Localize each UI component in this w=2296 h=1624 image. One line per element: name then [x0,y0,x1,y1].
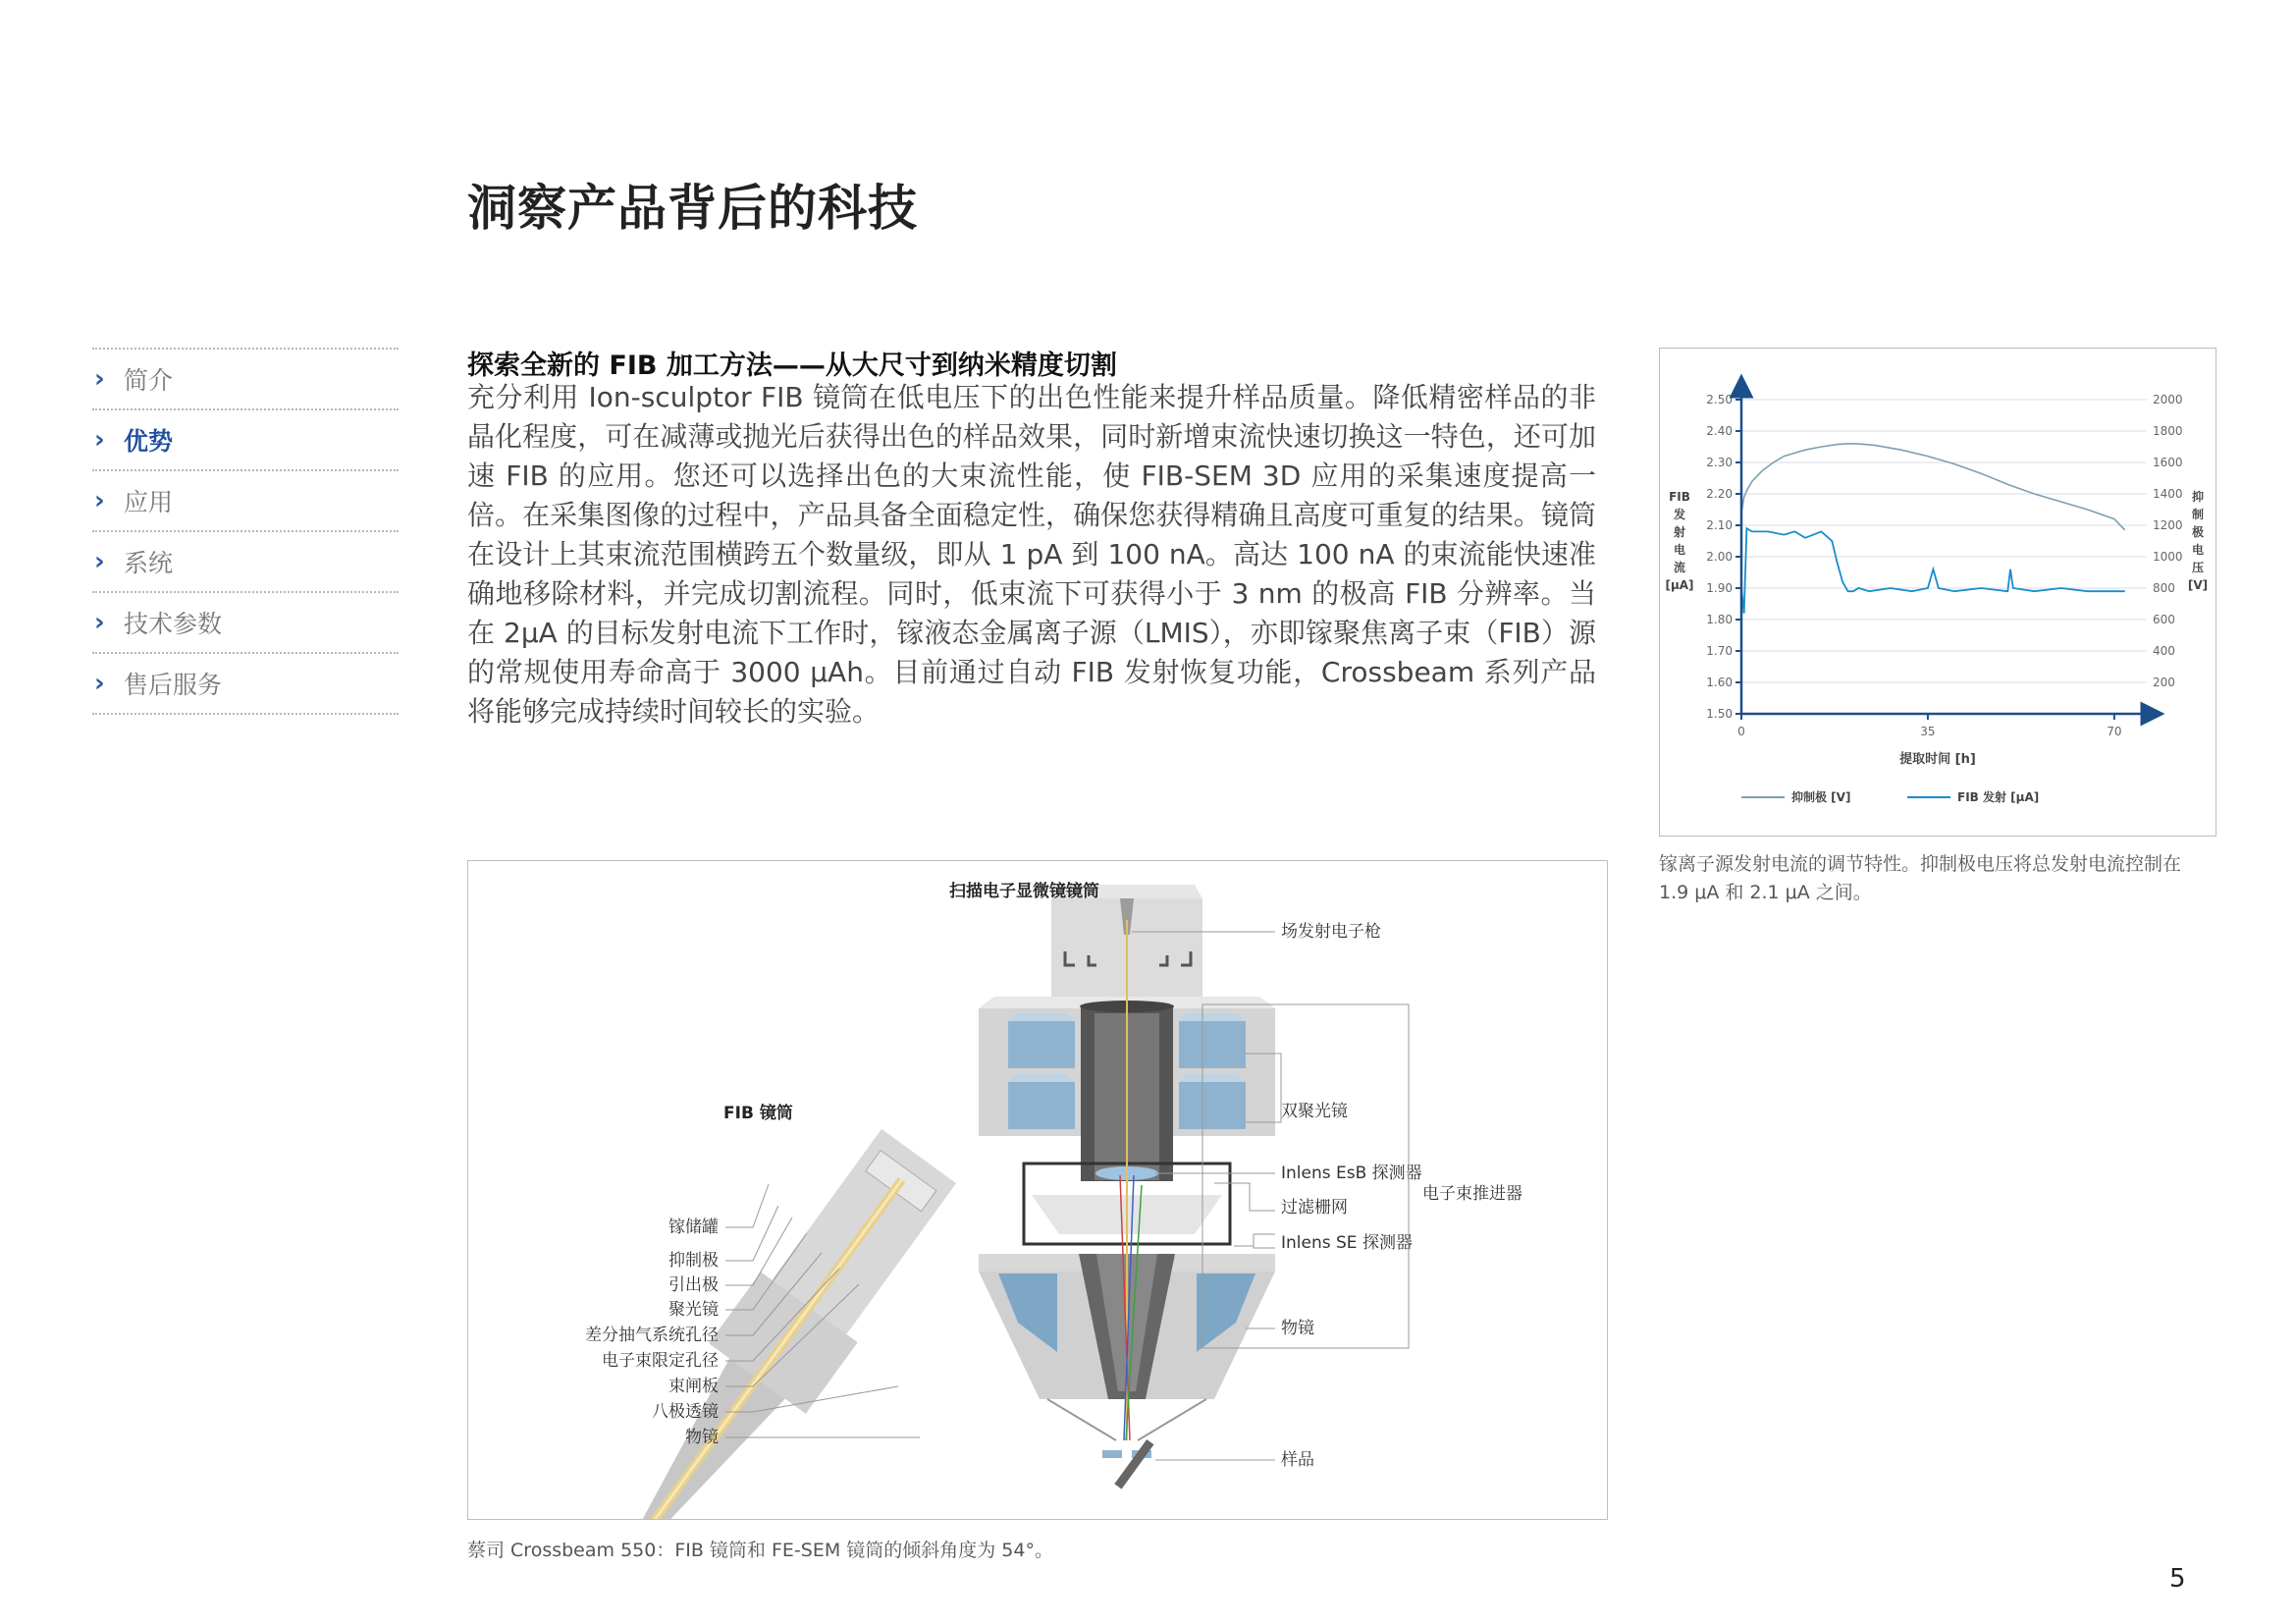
y-left-tick-label: 1.70 [1706,644,1733,658]
page-number: 5 [2169,1564,2186,1594]
chevron-right-icon: › [94,547,105,576]
label-inlens-se: Inlens SE 探测器 [1281,1233,1413,1253]
x-axis-label: 提取时间 [h] [1899,752,1976,767]
label-suppressor: 抑制极 [668,1251,719,1271]
label-beam-blanker: 束闸板 [668,1377,719,1396]
x-tick-label: 35 [1920,725,1936,738]
emission-chart [1659,348,2216,837]
y-left-tick-label: 2.10 [1706,518,1733,532]
y-right-tick-label: 600 [2153,613,2175,626]
y-left-tick-label: 1.50 [1706,707,1733,721]
y-left-tick-label: 1.90 [1706,581,1733,595]
label-differential-pumping-aperture: 差分抽气系统孔径 [585,1326,719,1345]
y-left-tick-label: 1.80 [1706,613,1733,626]
sidebar-nav [92,348,399,715]
series-line-suppressor [1741,444,2125,530]
y-axis-right-label: 抑制极电压[V] [2187,490,2209,592]
sidebar-item-specs[interactable] [92,591,399,652]
legend-label-fib: FIB 发射 [μA] [1957,790,2040,804]
sidebar-item-label: 售后服务 [124,671,223,699]
crossbeam-diagram-svg [468,861,1607,1519]
y-left-tick-label: 2.00 [1706,550,1733,564]
label-extractor: 引出极 [668,1275,719,1295]
sidebar-item-label: 应用 [124,488,174,516]
sidebar-item-label: 系统 [124,549,174,577]
sem-column-title: 扫描电子显微镜镜筒 [949,882,1099,901]
sidebar-item-service[interactable] [92,652,399,715]
chevron-right-icon: › [94,608,105,637]
y-right-tick-label: 1800 [2153,424,2183,438]
fib-column [588,1121,968,1519]
x-tick-label: 0 [1737,725,1745,738]
leader-line [725,1184,769,1227]
label-double-condenser: 双聚光镜 [1281,1102,1348,1121]
label-objective-lens: 物镜 [1281,1319,1314,1338]
y-axis-left-label: FIB 发射电流[μA] [1665,490,1694,592]
label-sample: 样品 [1281,1450,1314,1470]
y-right-tick-label: 2000 [2153,393,2183,406]
label-condenser-lens: 聚光镜 [668,1300,719,1320]
page-title: 洞察产品背后的科技 [467,180,918,237]
label-gallium-reservoir: 镓储罐 [668,1218,719,1237]
sidebar-item-system[interactable] [92,530,399,591]
y-left-tick-label: 2.30 [1706,456,1733,469]
sidebar-item-applications[interactable] [92,469,399,530]
label-inlens-esb: Inlens EsB 探测器 [1281,1164,1422,1183]
y-right-tick-label: 1400 [2153,487,2183,501]
sem-column [979,885,1275,1489]
label-fib-objective-lens: 物镜 [685,1428,719,1447]
y-left-tick-label: 1.60 [1706,676,1733,689]
y-right-tick-label: 200 [2153,676,2175,689]
series-line-fib-emission [1741,528,2125,613]
label-field-emission-gun: 场发射电子枪 [1281,922,1381,942]
y-left-tick-label: 2.20 [1706,487,1733,501]
chevron-right-icon: › [94,486,105,515]
y-right-tick-label: 400 [2153,644,2175,658]
chart-caption: 镓离子源发射电流的调节特性。抑制极电压将总发射电流控制在 1.9 μA 和 2.1 μA 之间。 [1659,853,2182,903]
y-right-tick-label: 1200 [2153,518,2183,532]
label-beam-booster: 电子束推进器 [1422,1184,1522,1204]
legend-label-suppressor: 抑制极 [V] [1791,790,1851,804]
sidebar-item-label: 优势 [124,427,174,456]
body-paragraph: 充分利用 Ion-sculptor FIB 镜筒在低电压下的出色性能来提升样品质量。降低精密样品的非晶化程度，可在减薄或抛光后获得出色的样品效果，同时新增束流快速切换这一特色，还可加速 FIB 的应用。您还可以选择出色的大束流性能，使 FIB-SEM 3D 应用的采集速度提高一倍。在采集图像的过程中，产品具备全面稳定性，确保您获得精确且高度可重复的结果。镜筒在设计上其束流范围横跨五个数量级，即从 1 pA 到 100 nA。高达 100 nA 的束流能快速准确地移除材料，并完成切割流程。同时，低束流下可获得小于 3 nm 的极高 FIB 分辨率。当在 2μA 的目标发射电流下工作时，镓液态金属离子源（LMIS），亦即镓聚焦离子束（FIB）源的常规使用寿命高于 3000 μAh。目前通过自动 FIB 发射恢复功能，Crossbeam 系列产品将能够完成持续时间较长的实验。 [467,381,1596,728]
sidebar-item-label: 简介 [124,366,174,395]
sidebar-item-advantages[interactable] [92,408,399,469]
y-right-tick-label: 800 [2153,581,2175,595]
fib-column-title: FIB 镜筒 [723,1104,793,1123]
chevron-right-icon: › [94,425,105,455]
leader-line [725,1206,778,1261]
x-tick-label: 70 [2107,725,2122,738]
section-heading: 探索全新的 FIB 加工方法——从大尺寸到纳米精度切割 [467,351,1117,381]
chevron-right-icon: › [94,364,105,394]
sidebar-item-label: 技术参数 [124,610,223,638]
sidebar-item-intro[interactable] [92,348,399,408]
diagram-caption: 蔡司 Crossbeam 550：FIB 镜筒和 FE-SEM 镜筒的倾斜角度为 54°。 [467,1540,1053,1561]
y-right-tick-label: 1600 [2153,456,2183,469]
y-left-tick-label: 2.50 [1706,393,1733,406]
emission-chart-svg [1660,349,2216,836]
y-left-tick-label: 2.40 [1706,424,1733,438]
y-right-tick-label: 1000 [2153,550,2183,564]
chevron-right-icon: › [94,669,105,698]
label-beam-defining-aperture: 电子束限定孔径 [602,1351,719,1371]
label-filter-grid: 过滤栅网 [1281,1198,1348,1218]
label-octupole-lens: 八极透镜 [652,1402,719,1422]
crossbeam-diagram [467,860,1608,1520]
